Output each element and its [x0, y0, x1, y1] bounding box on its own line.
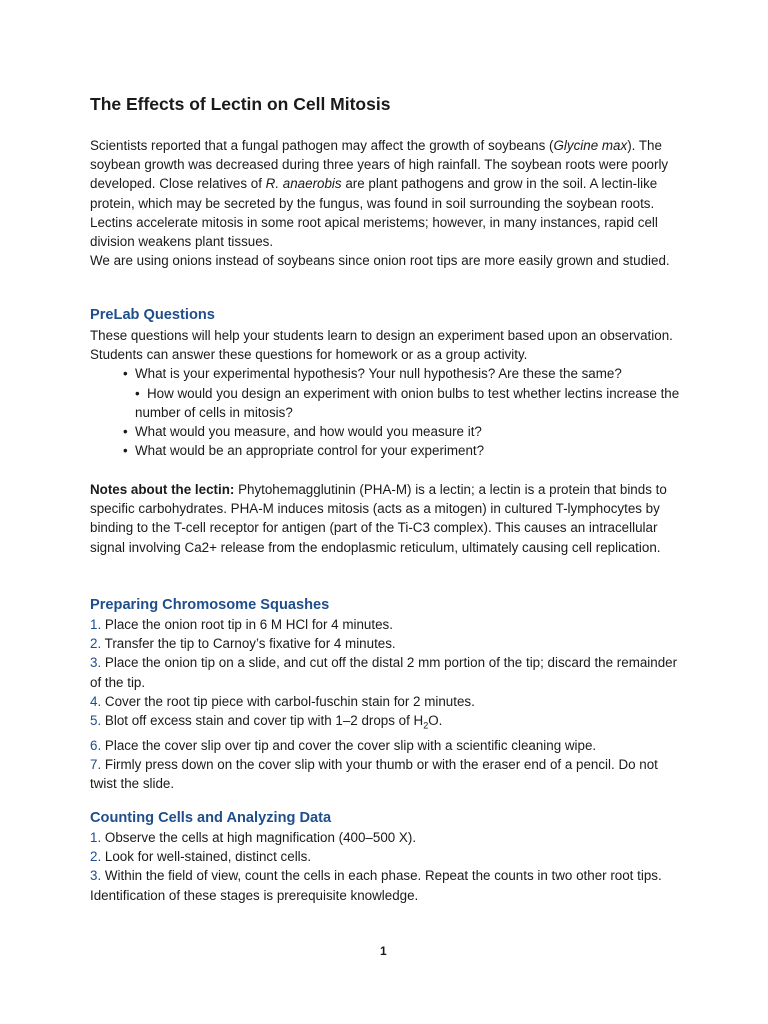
- list-item: 2. Look for well-stained, distinct cells.: [90, 849, 312, 865]
- notes-label: Notes about the lectin:: [90, 482, 235, 497]
- list-item: • What is your experimental hypothesis? Your null hypothesis? Are these the same?: [135, 364, 680, 383]
- intro-section: [90, 136, 680, 270]
- list-item: 5. Blot off excess stain and cover tip with 1–2 drops of $H_2O$.: [90, 713, 443, 731]
- list-item: 1. Observe the cells at high magnification (400–500 X).: [90, 830, 417, 845]
- list-item: 7. Firmly press down on the cover slip with your thumb or with the eraser end of a pencil. Do not twist the slide.: [90, 757, 658, 792]
- bullet-icon: •: [123, 443, 128, 459]
- notes-paragraph: Notes about the lectin: Phytohemagglutinin (PHA-M) is a lectin; a lectin is a protein that binds to specific carbohydrates. PHA-M induces mitosis (acts as a mitogen) in cultured T-lymphocytes by binding to the T-cell receptor for antigen (part of the Ti-C3 complex). This causes an intracellular signal involving Ca2+ release from the endoplasmic reticulum, ultimately causing cell replication.: [90, 482, 667, 555]
- squashes-step-list: [90, 615, 680, 794]
- bullet-icon: •: [123, 424, 128, 440]
- intro-paragraph-2: We are using onions instead of soybeans since onion root tips are more easily grown and studied.: [90, 253, 670, 269]
- counting-section: [90, 810, 680, 905]
- intro-paragraph-1: Scientists reported that a fungal pathogen may affect the growth of soybeans (Glycine max). The soybean growth was decreased during three years of high rainfall. The soybean roots were poorly developed. Close relatives of R. anaerobis are plant pathogens and grow in the soil. A lectin-like protein, which may be secreted by the fungus, was found in soil surrounding the soybean roots. Lectins accelerate mitosis in some root apical meristems; however, in many instances, rapid cell division weakens plant tissues.: [90, 138, 669, 250]
- bullet-icon: •: [123, 366, 128, 382]
- list-item: • What would be an appropriate control for your experiment?: [135, 441, 680, 460]
- list-item: 3. Within the field of view, count the cells in each phase. Repeat the counts in two other root tips. Identification of these stages is prerequisite knowledge.: [90, 868, 662, 903]
- list-item: 3. Place the onion tip on a slide, and cut off the distal 2 mm portion of the tip; discard the remainder of the tip.: [90, 655, 678, 690]
- list-item: 6. Place the cover slip over tip and cover the cover slip with a scientific cleaning wipe.: [90, 737, 597, 753]
- prelab-intro: These questions will help your students learn to design an experiment based upon an observation. Students can answer these questions for homework or as a group activity.: [90, 328, 673, 363]
- counting-step-list: [90, 828, 680, 905]
- list-item: • How would you design an experiment with onion bulbs to test whether lectins increase the number of cells in mitosis?: [135, 385, 680, 420]
- list-item: • What would you measure, and how would you measure it?: [135, 422, 680, 441]
- list-item: 4. Cover the root tip piece with carbol-fuschin stain for 2 minutes.: [90, 693, 475, 709]
- species-name: Glycine max: [553, 138, 628, 153]
- notes-section: [90, 480, 680, 557]
- prelab-section: [90, 307, 680, 460]
- squashes-heading: Preparing Chromosome Squashes: [90, 597, 330, 613]
- counting-heading: Counting Cells and Analyzing Data: [90, 810, 332, 826]
- document-title: The Effects of Lectin on Cell Mitosis: [90, 94, 391, 114]
- prelab-heading: PreLab Questions: [90, 307, 215, 323]
- page-number: 1: [380, 944, 387, 958]
- prelab-question-list: [90, 364, 680, 460]
- bullet-icon: •: [135, 385, 140, 401]
- list-item: 1. Place the onion root tip in 6 M HCl for 4 minutes.: [90, 617, 393, 632]
- pathogen-name: R. anaerobis: [265, 176, 342, 192]
- squashes-section: [90, 597, 680, 794]
- list-item: 2. Transfer the tip to Carnoy’s fixative for 4 minutes.: [90, 636, 396, 652]
